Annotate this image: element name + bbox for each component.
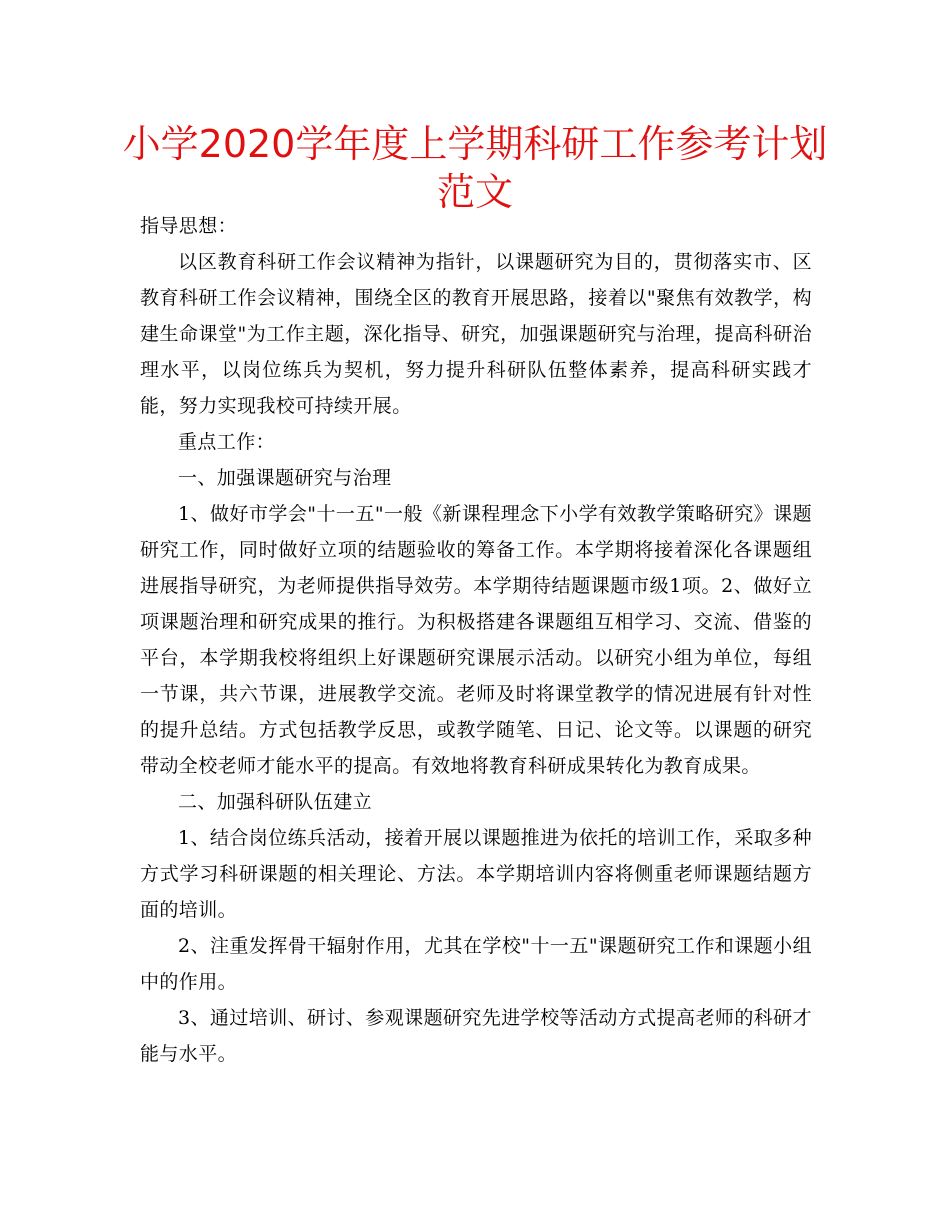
section-heading-1: 一、加强课题研究与治理 — [178, 467, 392, 489]
document-title-line-2: 范文 — [436, 170, 513, 214]
section-heading-2: 二、加强科研队伍建立 — [178, 791, 373, 813]
paragraph-section-2-item-3: 3、通过培训、研讨、参观课题研究先进学校等活动方式提高老师的科研才能与水平。 — [140, 1007, 812, 1065]
document-body — [140, 208, 812, 1072]
paragraph-section-1: 1、做好市学会"十一五"一般《新课程理念下小学有效教学策略研究》课题研究工作，同时做好立项的结题验收的筹备工作。本学期将接着深化各课题组进展指导研究，为老师提供指导效劳。本学期待结题课题市级1项。2、做好立项课题治理和研究成果的推行。为积极搭建各课题组互相学习、交流、借鉴的平台，本学期我校将组织上好课题研究课展示活动。以研究小组为单位，每组一节课，共六节课，进展教学交流。老师及时将课堂教学的情况进展有针对性的提升总结。方式包括教学反思，或教学随笔、日记、论文等。以课题的研究带动全校老师才能水平的提高。有效地将教育科研成果转化为教育成果。 — [140, 503, 812, 777]
document-title-line-1: 小学2020学年度上学期科研工作参考计划 — [122, 122, 828, 166]
paragraph-guiding-thought: 以区教育科研工作会议精神为指针，以课题研究为目的，贯彻落实市、区教育科研工作会议精神，围绕全区的教育开展思路，接着以"聚焦有效教学，构建生命课堂"为工作主题，深化指导、研究，加强课题研究与治理，提高科研治理水平，以岗位练兵为契机，努力提升科研队伍整体素养，提高科研实践才能，努力实现我校可持续开展。 — [140, 251, 812, 417]
document-title — [0, 120, 950, 216]
paragraph-section-2-item-2: 2、注重发挥骨干辐射作用，尤其在学校"十一五"课题研究工作和课题小组中的作用。 — [140, 935, 812, 993]
paragraph-guiding-thought-heading: 指导思想： — [140, 215, 238, 237]
paragraph-section-2-item-1: 1、结合岗位练兵活动，接着开展以课题推进为依托的培训工作，采取多种方式学习科研课题的相关理论、方法。本学期培训内容将侧重老师课题结题方面的培训。 — [140, 827, 812, 921]
paragraph-key-work-heading: 重点工作： — [178, 431, 276, 453]
